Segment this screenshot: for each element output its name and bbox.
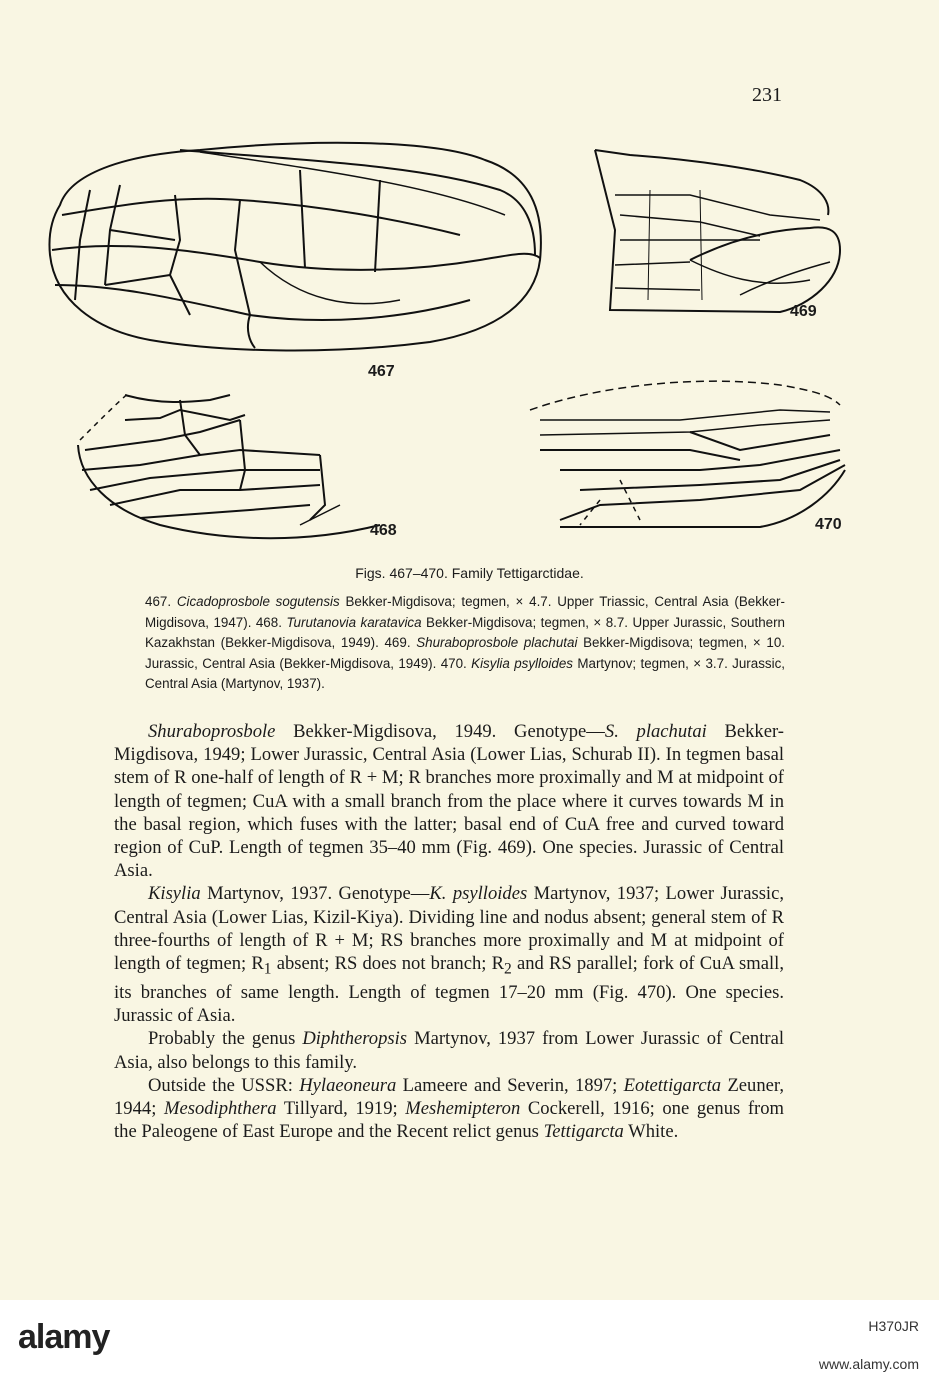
figure-label-470: 470 xyxy=(815,516,842,533)
wing-drawing-470 xyxy=(530,381,845,527)
watermark-image-id: H370JR xyxy=(868,1318,919,1334)
figure-caption-title: Figs. 467–470. Family Tettigarctidae. xyxy=(355,565,584,581)
body-text xyxy=(114,720,784,1143)
watermark-strip xyxy=(0,1300,939,1390)
paragraph-diphtheropsis: Probably the genus Diphtheropsis Martynov, 1937 from Lower Jurassic of Central Asia, also belongs to this family. xyxy=(114,1028,784,1073)
watermark-url: www.alamy.com xyxy=(818,1356,919,1372)
figure-label-467: 467 xyxy=(368,363,395,380)
figure-caption: 467. Cicadoprosbole sogutensis Bekker-Migdisova; tegmen, × 4.7. Upper Triassic, Central Asia (Bekker-Migdisova, 1947). 468. Turutanovia karatavica Bekker-Migdisova; tegmen, × 8.7. Upper Jurassic, Southern Kazakhstan (Bekker-Migdisova, 1949). 469. Shuraboprosbole plachutai Bekker-Migdisova; tegmen, × 10. Jurassic, Central Asia (Bekker-Migdisova, 1949). 470. Kisylia psylloides Martynov; tegmen, × 3.7. Jurassic, Central Asia (Martynov, 1937). xyxy=(145,594,785,692)
wing-drawing-468 xyxy=(78,392,380,538)
figure-label-469: 469 xyxy=(790,303,817,320)
page-number: 231 xyxy=(752,84,782,106)
wing-drawing-469 xyxy=(595,150,840,312)
wing-drawing-467 xyxy=(49,143,540,351)
watermark-logo: alamy xyxy=(18,1318,110,1356)
paragraph-shuraboprosbole: Shuraboprosbole Bekker-Migdisova, 1949. Genotype—S. plachutai Bekker-Migdisova, 1949; Lower Jurassic, Central Asia (Lower Lias, Schurab II). In tegmen basal stem of R one-half of length of R + M; R branches more proximally and M at midpoint of length of tegmen; CuA with a small branch from the place where it curves towards M in the basal region, which fuses with the latter; basal end of CuA free and curved toward region of CuP. Length of tegmen 35–40 mm (Fig. 469). One species. Jurassic of Central Asia. xyxy=(114,721,784,882)
figure-drawings xyxy=(0,0,939,560)
paragraph-kisylia: Kisylia Martynov, 1937. Genotype—K. psylloides Martynov, 1937; Lower Jurassic, Central Asia (Lower Lias, Kizil-Kiya). Dividing line and nodus absent; general stem of R three-fourths of length of R + M; RS branches more proximally and M at midpoint of length of tegmen; $R_1$ absent; RS does not branch; $R_2$ and RS parallel; fork of CuA small, its branches of same length. Length of tegmen 17–20 mm (Fig. 470). One species. Jurassic of Asia. xyxy=(114,883,784,1027)
paragraph-outside-ussr: Outside the USSR: Hylaeoneura Lameere and Severin, 1897; Eotettigarcta Zeuner, 1944; Mesodiphthera Tillyard, 1919; Meshemipteron Cockerell, 1916; one genus from the Paleogene of East Europe and the Recent relict genus Tettigarcta White. xyxy=(114,1074,784,1143)
figure-label-468: 468 xyxy=(370,522,397,539)
